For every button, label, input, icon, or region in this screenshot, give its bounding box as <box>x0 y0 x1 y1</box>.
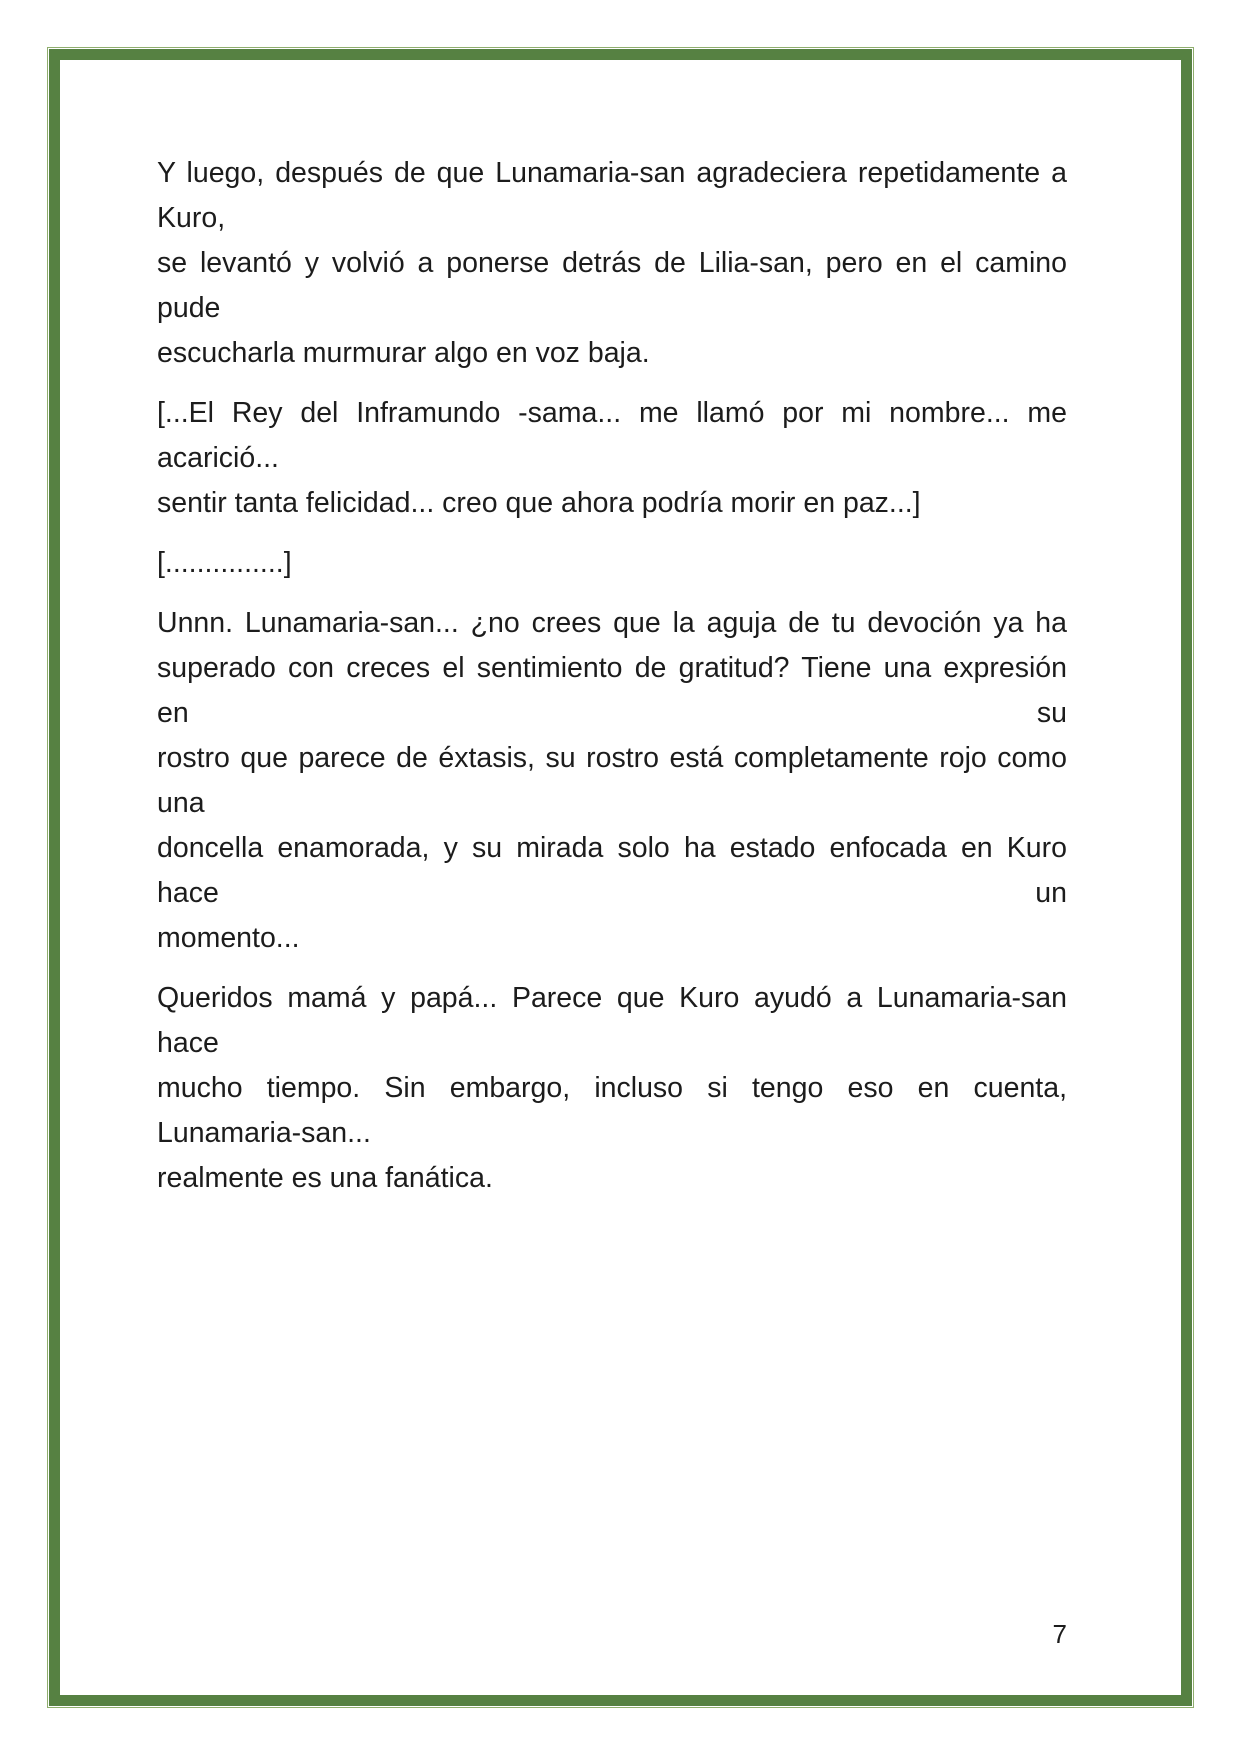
text-line: Y luego, después de que Lunamaria-san agradeciera repetidamente a Kuro, <box>157 157 1067 234</box>
text-line: [...El Rey del Inframundo -sama... me llamó por mi nombre... me acarició... <box>157 397 1067 474</box>
paragraph <box>157 541 1067 586</box>
text-line: realmente es una fanática. <box>157 1162 493 1194</box>
text-line: mucho tiempo. Sin embargo, incluso si tengo eso en cuenta, Lunamaria-san... <box>157 1072 1067 1149</box>
text-line: se levantó y volvió a ponerse detrás de Lilia-san, pero en el camino pude <box>157 247 1067 324</box>
paragraph <box>157 601 1067 961</box>
text-line: superado con creces el sentimiento de gratitud? Tiene una expresión en su <box>157 652 1067 729</box>
text-line: momento... <box>157 922 300 954</box>
text-line: [...............] <box>157 547 292 579</box>
text-line: Queridos mamá y papá... Parece que Kuro ayudó a Lunamaria-san hace <box>157 982 1067 1059</box>
text-line: doncella enamorada, y su mirada solo ha estado enfocada en Kuro hace un <box>157 832 1067 909</box>
page-number: 7 <box>1052 1619 1067 1649</box>
text-line: rostro que parece de éxtasis, su rostro está completamente rojo como una <box>157 742 1067 819</box>
paragraph <box>157 391 1067 526</box>
paragraph <box>157 976 1067 1201</box>
text-line: sentir tanta felicidad... creo que ahora podría morir en paz...] <box>157 487 921 519</box>
text-line: escucharla murmurar algo en voz baja. <box>157 337 650 369</box>
text-line: Unnn. Lunamaria-san... ¿no crees que la aguja de tu devoción ya ha <box>157 607 1067 639</box>
text-body <box>157 151 1067 1216</box>
paragraph <box>157 151 1067 376</box>
